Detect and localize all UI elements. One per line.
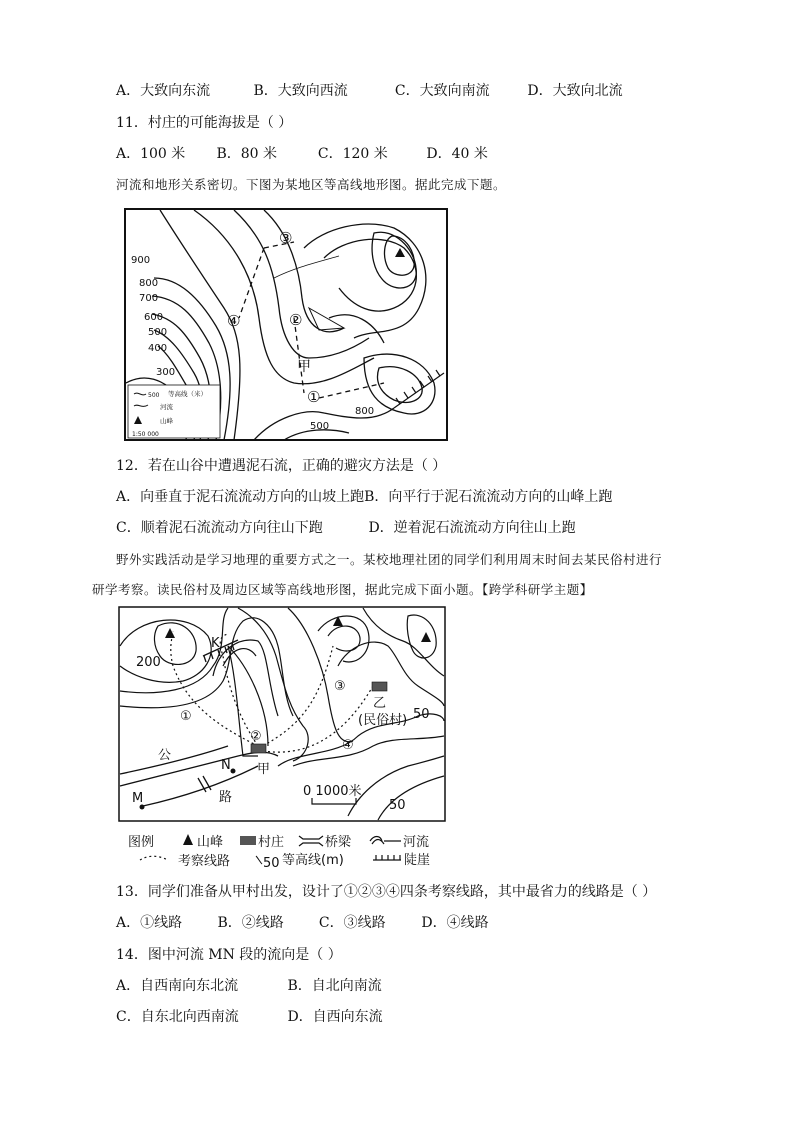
- q10-option-c[interactable]: C．大致向南流: [394, 83, 490, 99]
- map1-legend-peak: 山峰: [160, 417, 173, 425]
- map1-contour-label-500b: 500: [310, 421, 330, 432]
- map2-route-4: ④: [342, 738, 354, 753]
- q14-option-d[interactable]: D．自西向东流: [287, 1009, 383, 1025]
- q14-options-row2: [116, 1007, 383, 1027]
- q11-option-d[interactable]: D．40 米: [426, 146, 488, 162]
- q10-option-a[interactable]: A．大致向东流: [116, 83, 211, 99]
- q14-option-c[interactable]: C．自东北向西南流: [116, 1009, 239, 1025]
- intro-text-2-line1: 野外实践活动是学习地理的重要方式之一。某校地理社团的同学们利用周末时间去某民俗村进行: [116, 552, 663, 567]
- q12-options-row1: [116, 487, 612, 507]
- q12-option-b[interactable]: B．向平行于泥石流流动方向的山峰上跑: [364, 489, 613, 505]
- q14-option-a[interactable]: A．自西南向东北流: [116, 978, 239, 994]
- map2-point-k: K: [211, 636, 220, 651]
- map1-route-3: ③: [279, 229, 293, 247]
- map1-contour-label-600: 600: [144, 312, 164, 323]
- q13-option-a[interactable]: A．①线路: [116, 915, 183, 931]
- q14-options-row1: [116, 976, 382, 996]
- q10-options: [116, 81, 623, 101]
- map1-legend-contour: 等高线（米）: [168, 390, 207, 398]
- contour-map-1: [124, 208, 448, 441]
- map2-point-m: M: [132, 791, 144, 806]
- map2-legend-cliff: 陡崖: [404, 853, 431, 868]
- map1-contour-label-800b: 800: [355, 406, 375, 417]
- q13-stem: 13．同学们准备从甲村出发，设计了①②③④四条考察线路，其中最省力的线路是（ ）: [116, 884, 657, 900]
- q12-options-row2: [116, 518, 576, 538]
- map2-route-3: ③: [334, 679, 346, 694]
- map2-road-1: 公: [158, 748, 172, 763]
- map1-legend-river: 河流: [160, 403, 173, 411]
- q11-option-c[interactable]: C．120 米: [317, 146, 388, 162]
- bridge-icon: [299, 836, 323, 846]
- peak-icon: [183, 834, 193, 845]
- q14-option-b[interactable]: B．自北向南流: [287, 978, 382, 994]
- map2-contour-50b: 50: [389, 798, 406, 813]
- map2-legend: [128, 834, 430, 868]
- river-icon: [370, 837, 401, 845]
- q10-option-b[interactable]: B．大致向西流: [253, 83, 348, 99]
- map2-legend-title: 图例: [128, 835, 155, 850]
- map1-contour-label-300: 300: [156, 367, 176, 378]
- map1-contour-label-500: 500: [148, 327, 168, 338]
- map1-route-4: ④: [227, 312, 241, 330]
- route-icon: [140, 856, 168, 860]
- map2-route-1: ①: [180, 709, 192, 724]
- map2-legend-village: 村庄: [258, 835, 285, 850]
- contour-icon: [256, 856, 262, 864]
- map1-contour-label-700: 700: [139, 293, 159, 304]
- q13-option-b[interactable]: B．②线路: [217, 915, 284, 931]
- map2-legend-river: 河流: [403, 835, 430, 850]
- map2-legend-contour-value: 50: [263, 856, 280, 868]
- map2-legend-bridge: 桥梁: [325, 835, 352, 850]
- q13-option-d[interactable]: D．④线路: [421, 915, 489, 931]
- map1-contour-label-800: 800: [139, 278, 159, 289]
- map2-legend-peak: 山峰: [197, 835, 224, 850]
- q11-option-b[interactable]: B．80 米: [216, 146, 278, 162]
- q12-stem: 12．若在山谷中遭遇泥石流，正确的避灾方法是（ ）: [116, 458, 447, 474]
- cliff-icon: [373, 855, 401, 860]
- q13-options: [116, 913, 489, 933]
- map2-legend-contour: 等高线(m): [282, 853, 344, 868]
- q10-option-d[interactable]: D．大致向北流: [527, 83, 623, 99]
- map1-place-jia: 甲: [297, 359, 311, 375]
- village-icon: [240, 836, 256, 845]
- map2-village-jia: 甲: [257, 762, 271, 777]
- map2-village-yi: 乙: [373, 696, 387, 711]
- q12-option-c[interactable]: C．顺着泥石流流动方向往山下跑: [116, 520, 323, 536]
- map1-contour-label-400: 400: [148, 343, 168, 354]
- q11-stem: 11．村庄的可能海拔是（ ）: [116, 115, 293, 131]
- map2-legend-route: 考察线路: [178, 854, 231, 868]
- map1-route-1: ①: [307, 388, 321, 406]
- intro-text-1: 河流和地形关系密切。下图为某地区等高线地形图。据此完成下题。: [116, 177, 507, 192]
- map2-route-2: ②: [250, 729, 262, 744]
- q13-option-c[interactable]: C．③线路: [318, 915, 386, 931]
- q12-option-a[interactable]: A．向垂直于泥石流流动方向的山坡上跑: [116, 489, 365, 505]
- map2-contour-50: 50: [413, 707, 430, 722]
- map2-folk-village: (民俗村): [358, 713, 408, 728]
- map1-legend-contour-value: 500: [148, 392, 160, 399]
- q12-option-d[interactable]: D．逆着泥石流流动方向往山上跑: [368, 520, 576, 536]
- q11-option-a[interactable]: A．100 米: [116, 146, 186, 162]
- map1-legend: [128, 385, 220, 438]
- map2-contour-200: 200: [136, 655, 161, 670]
- map1-legend-scale: 1:50 000: [132, 431, 159, 438]
- map2-point-n: N: [221, 758, 231, 773]
- intro-text-2-line2: 研学考察。读民俗村及周边区域等高线地形图，据此完成下面小题。【跨学科研学主题】: [92, 582, 593, 597]
- q11-options: [116, 144, 488, 164]
- map1-contour-label-900: 900: [131, 255, 151, 266]
- q14-stem: 14．图中河流 MN 段的流向是（ ）: [116, 947, 342, 963]
- map2-road-2: 路: [219, 790, 233, 805]
- contour-map-2: [118, 606, 450, 868]
- map1-route-2: ②: [289, 311, 303, 329]
- map2-scale-label: 0 1000米: [303, 784, 362, 799]
